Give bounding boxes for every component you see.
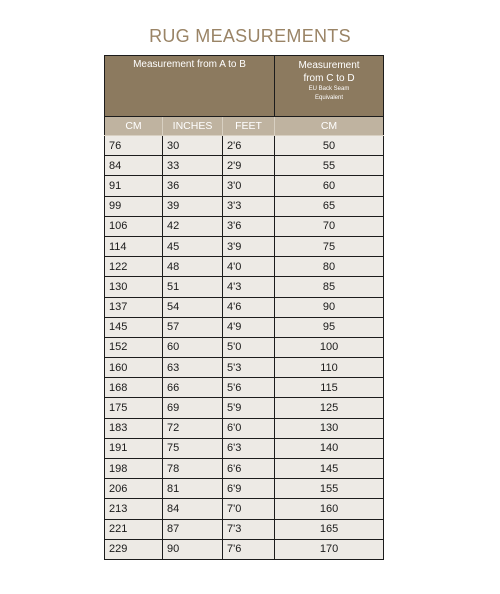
column-header-inches: INCHES — [163, 117, 223, 136]
table-row — [105, 236, 384, 256]
cm-cell: 130 — [105, 277, 163, 297]
cm-cell: 168 — [105, 378, 163, 398]
table-column-header-row — [105, 117, 384, 136]
table-row — [105, 519, 384, 539]
cd-cm-cell: 170 — [275, 539, 384, 559]
cm-cell: 191 — [105, 438, 163, 458]
cm-cell: 229 — [105, 539, 163, 559]
feet-cell: 3'0 — [223, 176, 275, 196]
inches-cell: 30 — [163, 136, 223, 156]
cd-cm-cell: 145 — [275, 459, 384, 479]
cd-cm-cell: 125 — [275, 398, 384, 418]
cm-cell: 175 — [105, 398, 163, 418]
feet-cell: 5'6 — [223, 378, 275, 398]
cd-cm-cell: 115 — [275, 378, 384, 398]
inches-cell: 54 — [163, 297, 223, 317]
cd-cm-cell: 90 — [275, 297, 384, 317]
inches-cell: 39 — [163, 196, 223, 216]
inches-cell: 75 — [163, 438, 223, 458]
feet-cell: 7'0 — [223, 499, 275, 519]
feet-cell: 2'6 — [223, 136, 275, 156]
rug-measurements-table — [104, 55, 384, 560]
header-c-to-d — [275, 56, 384, 117]
table-row — [105, 156, 384, 176]
header-eu-back-seam: EU Back Seam — [308, 86, 350, 92]
cm-cell: 206 — [105, 479, 163, 499]
cm-cell: 76 — [105, 136, 163, 156]
inches-cell: 36 — [163, 176, 223, 196]
feet-cell: 6'0 — [223, 418, 275, 438]
page-title: RUG MEASUREMENTS — [149, 26, 351, 46]
cd-cm-cell: 55 — [275, 156, 384, 176]
inches-cell: 81 — [163, 479, 223, 499]
feet-cell: 3'3 — [223, 196, 275, 216]
cm-cell: 91 — [105, 176, 163, 196]
cd-cm-cell: 100 — [275, 337, 384, 357]
feet-cell: 2'9 — [223, 156, 275, 176]
table-row — [105, 297, 384, 317]
feet-cell: 4'9 — [223, 317, 275, 337]
table-row — [105, 358, 384, 378]
cd-cm-cell: 130 — [275, 418, 384, 438]
table-row — [105, 378, 384, 398]
table-row — [105, 539, 384, 559]
feet-cell: 7'3 — [223, 519, 275, 539]
inches-cell: 60 — [163, 337, 223, 357]
table-row — [105, 136, 384, 156]
inches-cell: 69 — [163, 398, 223, 418]
inches-cell: 57 — [163, 317, 223, 337]
feet-cell: 4'6 — [223, 297, 275, 317]
inches-cell: 87 — [163, 519, 223, 539]
cm-cell: 99 — [105, 196, 163, 216]
feet-cell: 7'6 — [223, 539, 275, 559]
cd-cm-cell: 160 — [275, 499, 384, 519]
inches-cell: 84 — [163, 499, 223, 519]
column-header-cm-cd: CM — [275, 117, 384, 136]
feet-cell: 6'9 — [223, 479, 275, 499]
table-row — [105, 216, 384, 236]
table-row — [105, 257, 384, 277]
table-row — [105, 418, 384, 438]
feet-cell: 5'3 — [223, 358, 275, 378]
table-row — [105, 499, 384, 519]
table-row — [105, 398, 384, 418]
cm-cell: 122 — [105, 257, 163, 277]
cd-cm-cell: 75 — [275, 236, 384, 256]
cm-cell: 198 — [105, 459, 163, 479]
header-c-to-d-line2: from C to D — [303, 73, 355, 84]
table-row — [105, 438, 384, 458]
cd-cm-cell: 110 — [275, 358, 384, 378]
cm-cell: 137 — [105, 297, 163, 317]
feet-cell: 6'6 — [223, 459, 275, 479]
feet-cell: 5'9 — [223, 398, 275, 418]
column-header-cm: CM — [105, 117, 163, 136]
cd-cm-cell: 60 — [275, 176, 384, 196]
cd-cm-cell: 85 — [275, 277, 384, 297]
cd-cm-cell: 70 — [275, 216, 384, 236]
inches-cell: 33 — [163, 156, 223, 176]
cm-cell: 213 — [105, 499, 163, 519]
feet-cell: 5'0 — [223, 337, 275, 357]
cd-cm-cell: 50 — [275, 136, 384, 156]
table-header-group-row — [105, 56, 384, 117]
cd-cm-cell: 95 — [275, 317, 384, 337]
cd-cm-cell: 165 — [275, 519, 384, 539]
table-row — [105, 337, 384, 357]
cd-cm-cell: 65 — [275, 196, 384, 216]
column-header-feet: FEET — [223, 117, 275, 136]
cm-cell: 145 — [105, 317, 163, 337]
cm-cell: 221 — [105, 519, 163, 539]
inches-cell: 66 — [163, 378, 223, 398]
inches-cell: 78 — [163, 459, 223, 479]
inches-cell: 90 — [163, 539, 223, 559]
cd-cm-cell: 80 — [275, 257, 384, 277]
cm-cell: 106 — [105, 216, 163, 236]
table-row — [105, 459, 384, 479]
table-row — [105, 196, 384, 216]
cd-cm-cell: 140 — [275, 438, 384, 458]
table-row — [105, 317, 384, 337]
header-a-to-b: Measurement from A to B — [105, 56, 275, 117]
inches-cell: 48 — [163, 257, 223, 277]
feet-cell: 6'3 — [223, 438, 275, 458]
cd-cm-cell: 155 — [275, 479, 384, 499]
feet-cell: 4'0 — [223, 257, 275, 277]
inches-cell: 63 — [163, 358, 223, 378]
table-row — [105, 176, 384, 196]
cm-cell: 160 — [105, 358, 163, 378]
header-equivalent: Equivalent — [315, 95, 344, 101]
header-c-to-d-line1: Measurement — [298, 60, 360, 71]
cm-cell: 114 — [105, 236, 163, 256]
feet-cell: 4'3 — [223, 277, 275, 297]
table-row — [105, 277, 384, 297]
cm-cell: 84 — [105, 156, 163, 176]
inches-cell: 45 — [163, 236, 223, 256]
inches-cell: 51 — [163, 277, 223, 297]
feet-cell: 3'6 — [223, 216, 275, 236]
inches-cell: 72 — [163, 418, 223, 438]
inches-cell: 42 — [163, 216, 223, 236]
table-row — [105, 479, 384, 499]
cm-cell: 152 — [105, 337, 163, 357]
feet-cell: 3'9 — [223, 236, 275, 256]
table-body — [105, 136, 384, 560]
cm-cell: 183 — [105, 418, 163, 438]
